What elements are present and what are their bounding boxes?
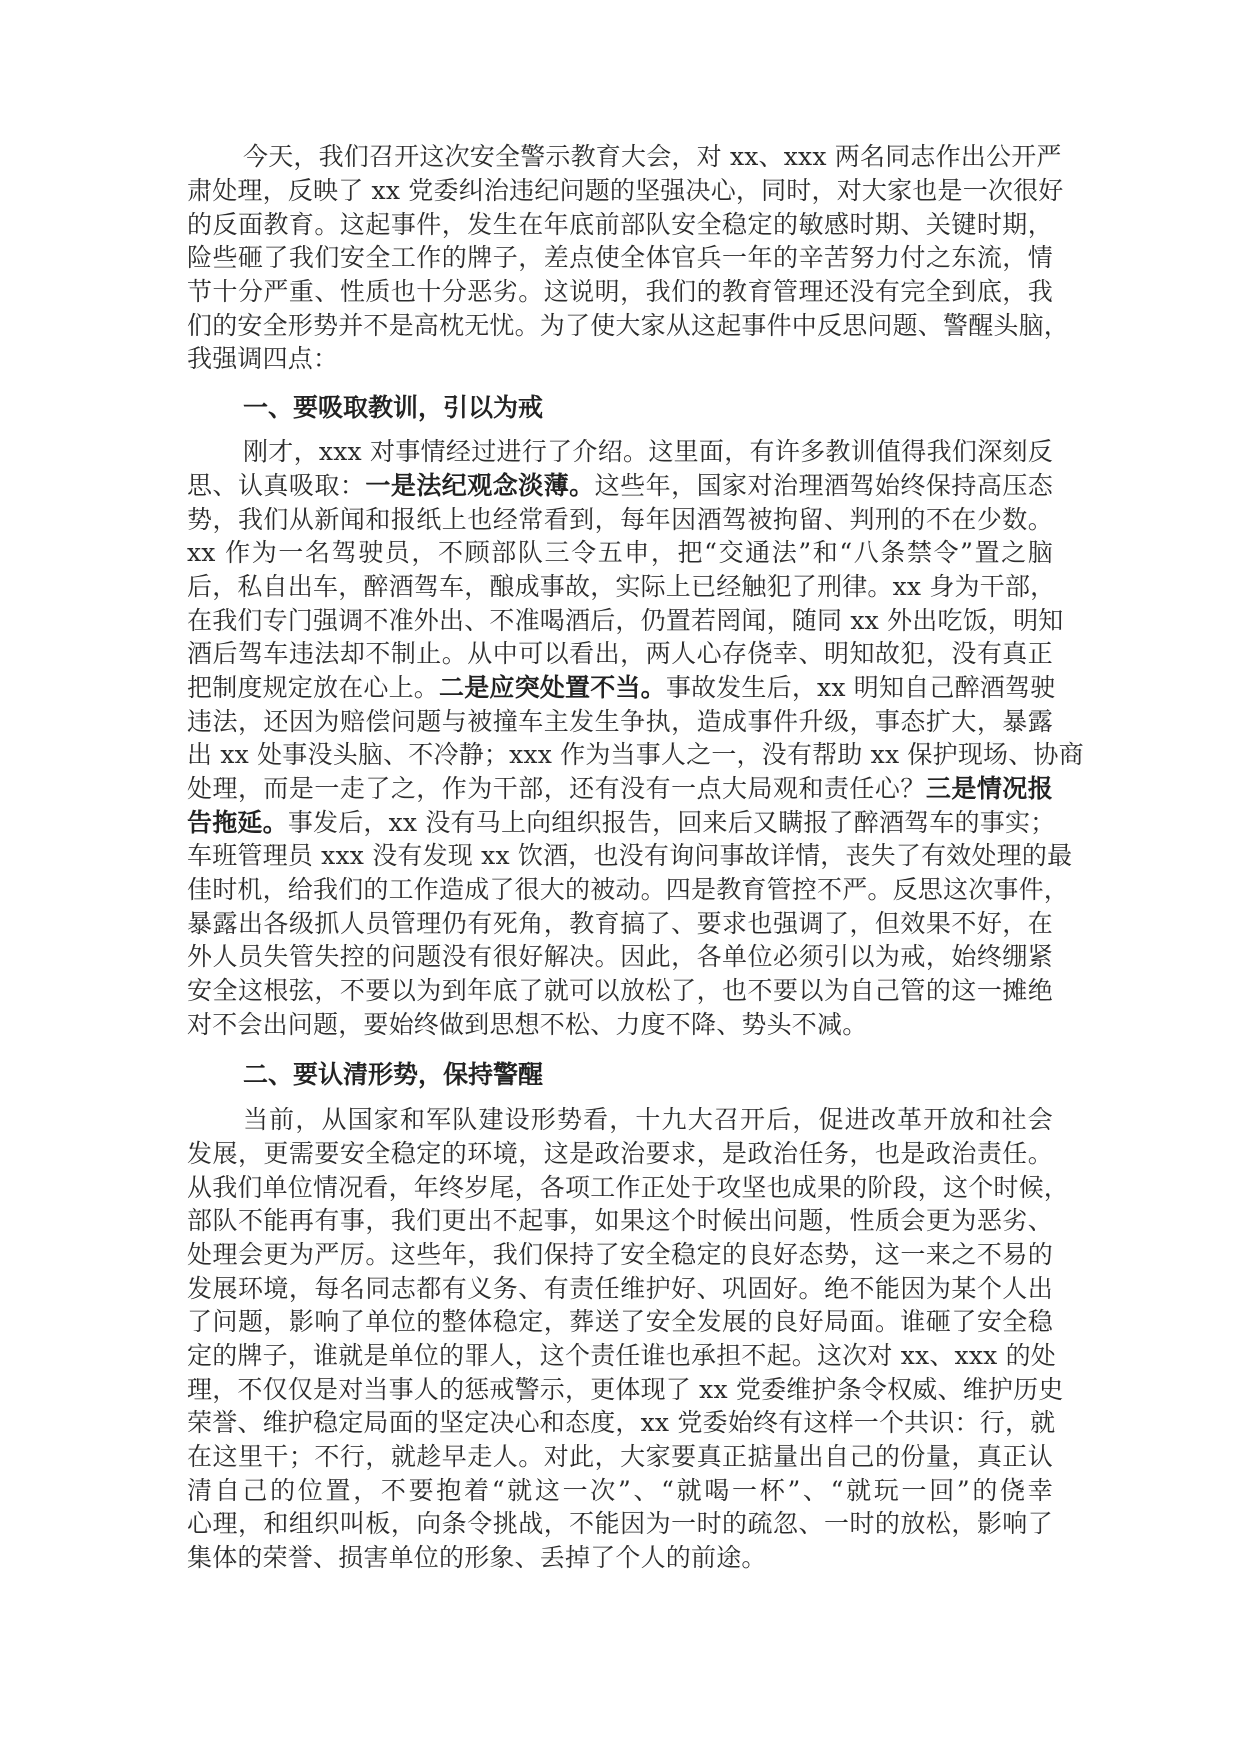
text-line: 暴露出各级抓人员管理仍有死角，教育搞了、要求也强调了，但效果不好，在 bbox=[187, 909, 1053, 938]
key-point-3-cont: 告拖延。 bbox=[187, 808, 288, 837]
text-line: 发展，更需要安全稳定的环境，这是政治要求，是政治任务，也是政治责任。 bbox=[187, 1139, 1053, 1168]
text-line: 节十分严重、性质也十分恶劣。这说明，我们的教育管理还没有完全到底，我 bbox=[187, 277, 1053, 306]
text-line: 了问题，影响了单位的整体稳定，葬送了安全发展的良好局面。谁砸了安全稳 bbox=[187, 1307, 1053, 1336]
text-line bbox=[187, 806, 1056, 840]
text-line: 在我们专门强调不准外出、不准喝酒后，仍置若罔闻，随同 xx 外出吃饭，明知 bbox=[187, 606, 1064, 635]
text-line: 违法，还因为赔偿问题与被撞车主发生争执，造成事件升级，事态扩大，暴露 bbox=[187, 707, 1053, 736]
text-line: 们的安全形势并不是高枕无忧。为了使大家从这起事件中反思问题、警醒头脑， bbox=[187, 311, 1070, 340]
text-line: 心理，和组织叫板，向条令挑战，不能因为一时的疏忽、一时的放松，影响了 bbox=[187, 1509, 1053, 1538]
text-span: 这些年，国家对治理酒驾始终保持高压态 bbox=[594, 471, 1053, 500]
text-line: xx 作为一名驾驶员，不顾部队三令五申，把“交通法”和“八条禁令”置之脑 bbox=[187, 538, 1053, 567]
text-line: 的反面教育。这起事件，发生在年底前部队安全稳定的敏感时期、关键时期， bbox=[187, 210, 1053, 239]
text-line: 佳时机，给我们的工作造成了很大的被动。四是教育管控不严。反思这次事件， bbox=[187, 875, 1070, 904]
text-line: 从我们单位情况看，年终岁尾，各项工作正处于攻坚也成果的阶段，这个时候， bbox=[187, 1173, 1070, 1202]
text-line: 发展环境，每名同志都有义务、有责任维护好、巩固好。绝不能因为某个人出 bbox=[187, 1274, 1053, 1303]
text-line: 今天，我们召开这次安全警示教育大会，对 xx、xxx 两名同志作出公开严 bbox=[243, 142, 1062, 171]
text-span: 事发后，xx 没有马上向组织报告，回来后又瞒报了醉酒驾车的事实； bbox=[287, 808, 1056, 837]
key-point-1: 一是法纪观念淡薄。 bbox=[365, 471, 595, 500]
text-line bbox=[187, 469, 1053, 503]
key-point-2: 二是应突处置不当。 bbox=[439, 673, 666, 702]
section-heading-2: 二、要认清形势，保持警醒 bbox=[243, 1060, 544, 1089]
section-heading-1: 一、要吸取教训，引以为戒 bbox=[243, 393, 544, 422]
text-line: 对不会出问题，要始终做到思想不松、力度不降、势头不减。 bbox=[187, 1010, 868, 1039]
text-line: 刚才，xxx 对事情经过进行了介绍。这里面，有许多教训值得我们深刻反 bbox=[243, 437, 1053, 466]
text-line: 定的牌子，谁就是单位的罪人，这个责任谁也承担不起。这次对 xx、xxx 的处 bbox=[187, 1341, 1056, 1370]
text-line: 酒后驾车违法却不制止。从中可以看出，两人心存侥幸、明知故犯，没有真正 bbox=[187, 639, 1053, 668]
text-line: 集体的荣誉、损害单位的形象、丢掉了个人的前途。 bbox=[187, 1543, 767, 1572]
text-line: 理，不仅仅是对当事人的惩戒警示，更体现了 xx 党委维护条令权威、维护历史 bbox=[187, 1375, 1064, 1404]
text-line: 车班管理员 xxx 没有发现 xx 饮酒，也没有询问事故详情，丧失了有效处理的最 bbox=[187, 841, 1073, 870]
text-span: 思、认真吸取： bbox=[187, 471, 366, 500]
text-line: 处理会更为严厉。这些年，我们保持了安全稳定的良好态势，这一来之不易的 bbox=[187, 1240, 1053, 1269]
text-line: 势，我们从新闻和报纸上也经常看到，每年因酒驾被拘留、判刑的不在少数。 bbox=[187, 505, 1053, 534]
key-point-3: 三是情况报 bbox=[925, 774, 1053, 803]
text-line: 荣誉、维护稳定局面的坚定决心和态度，xx 党委始终有这样一个共识：行，就 bbox=[187, 1408, 1056, 1437]
text-line: 后，私自出车，醉酒驾车，酿成事故，实际上已经触犯了刑律。xx 身为干部， bbox=[187, 572, 1056, 601]
text-line: 部队不能再有事，我们更出不起事，如果这个时候出问题，性质会更为恶劣、 bbox=[187, 1206, 1053, 1235]
text-line bbox=[187, 671, 1056, 705]
text-line: 在这里干；不行，就趁早走人。对此，大家要真正掂量出自己的份量，真正认 bbox=[187, 1442, 1053, 1471]
text-span: 处理，而是一走了之，作为干部，还有没有一点大局观和责任心？ bbox=[187, 774, 926, 803]
text-line: 出 xx 处事没头脑、不冷静；xxx 作为当事人之一，没有帮助 xx 保护现场、协商 bbox=[187, 740, 1084, 769]
text-line: 险些砸了我们安全工作的牌子，差点使全体官兵一年的辛苦努力付之东流，情 bbox=[187, 243, 1053, 272]
text-line: 外人员失管失控的问题没有很好解决。因此，各单位必须引以为戒，始终绷紧 bbox=[187, 942, 1053, 971]
text-line: 我强调四点： bbox=[187, 344, 339, 373]
text-line: 安全这根弦，不要以为到年底了就可以放松了，也不要以为自己管的这一摊绝 bbox=[187, 976, 1053, 1005]
text-line bbox=[187, 772, 1053, 806]
text-span: 把制度规定放在心上。 bbox=[187, 673, 440, 702]
text-line: 肃处理，反映了 xx 党委纠治违纪问题的坚强决心，同时，对大家也是一次很好 bbox=[187, 176, 1064, 205]
text-line: 清自己的位置，不要抱着“就这一次”、“就喝一杯”、“就玩一回”的侥幸 bbox=[187, 1476, 1053, 1505]
text-span: 事故发生后，xx 明知自己醉酒驾驶 bbox=[665, 673, 1056, 702]
text-line: 当前，从国家和军队建设形势看，十九大召开后，促进改革开放和社会 bbox=[243, 1105, 1053, 1134]
